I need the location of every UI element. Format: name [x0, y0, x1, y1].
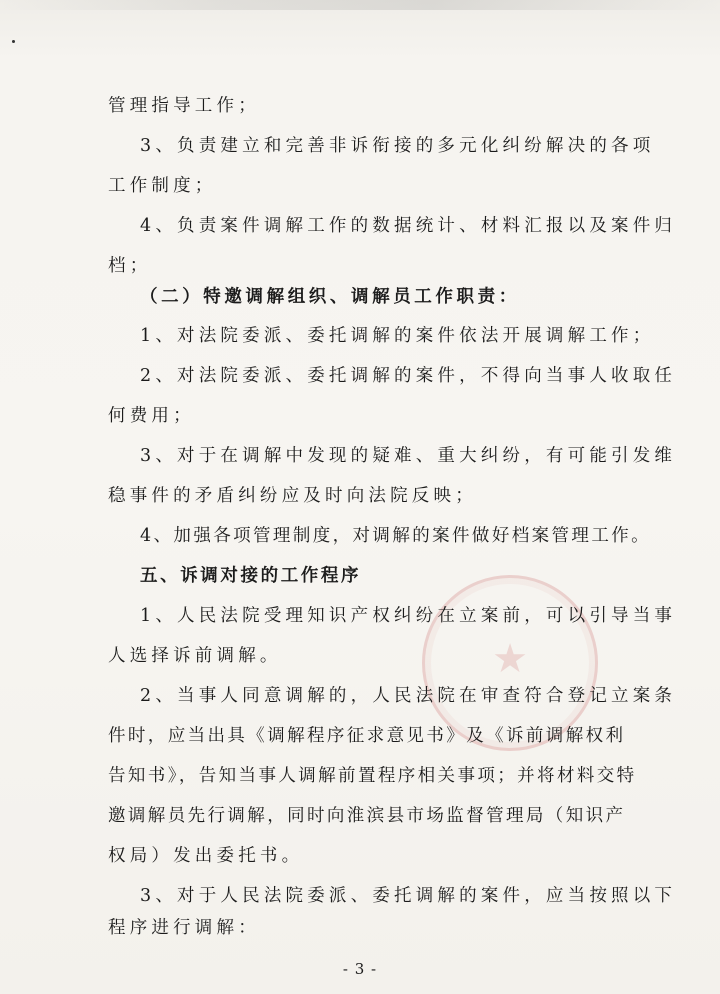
text-line: 4、加强各项管理制度，对调解的案件做好档案管理工作。 [140, 526, 652, 546]
text-line: 管理指导工作； [108, 96, 260, 116]
text-line: 稳事件的矛盾纠纷应及时向法院反映； [108, 486, 477, 506]
text-line: 1、人民法院受理知识产权纠纷在立案前，可以引导当事 [140, 606, 677, 626]
text-line: 3、对于在调解中发现的疑难、重大纠纷，有可能引发维 [140, 446, 677, 466]
text-line: 权局）发出委托书。 [108, 846, 304, 866]
text-line: 邀调解员先行调解，同时向淮滨县市场监督管理局（知识产 [108, 806, 626, 826]
section-subheading: （二）特邀调解组织、调解员工作职责： [140, 287, 520, 307]
text-line: 2、当事人同意调解的，人民法院在审查符合登记立案条 [140, 686, 677, 706]
text-line: 件时，应当出具《调解程序征求意见书》及《诉前调解权利 [108, 726, 626, 746]
text-line: 3、对于人民法院委派、委托调解的案件，应当按照以下 [140, 886, 677, 906]
text-line: 工作制度； [108, 176, 217, 196]
text-line: 告知书》，告知当事人调解前置程序相关事项；并将材料交特 [108, 766, 637, 786]
text-line: 1、对法院委派、委托调解的案件依法开展调解工作； [140, 326, 655, 346]
text-line: 3、负责建立和完善非诉衔接的多元化纠纷解决的各项 [140, 136, 655, 156]
text-line: 人选择诉前调解。 [108, 646, 282, 666]
text-line: 档； [108, 256, 152, 276]
text-line: 程序进行调解： [108, 918, 260, 938]
text-line: 4、负责案件调解工作的数据统计、材料汇报以及案件归 [140, 216, 677, 236]
scan-edge-shadow [0, 0, 720, 10]
page-number: - 3 - [342, 960, 378, 978]
text-line: 2、对法院委派、委托调解的案件，不得向当事人收取任 [140, 366, 677, 386]
seal-star-icon: ★ [492, 636, 528, 682]
section-heading: 五、诉调对接的工作程序 [140, 566, 362, 586]
scan-speck [12, 40, 15, 43]
text-line: 何费用； [108, 406, 195, 426]
